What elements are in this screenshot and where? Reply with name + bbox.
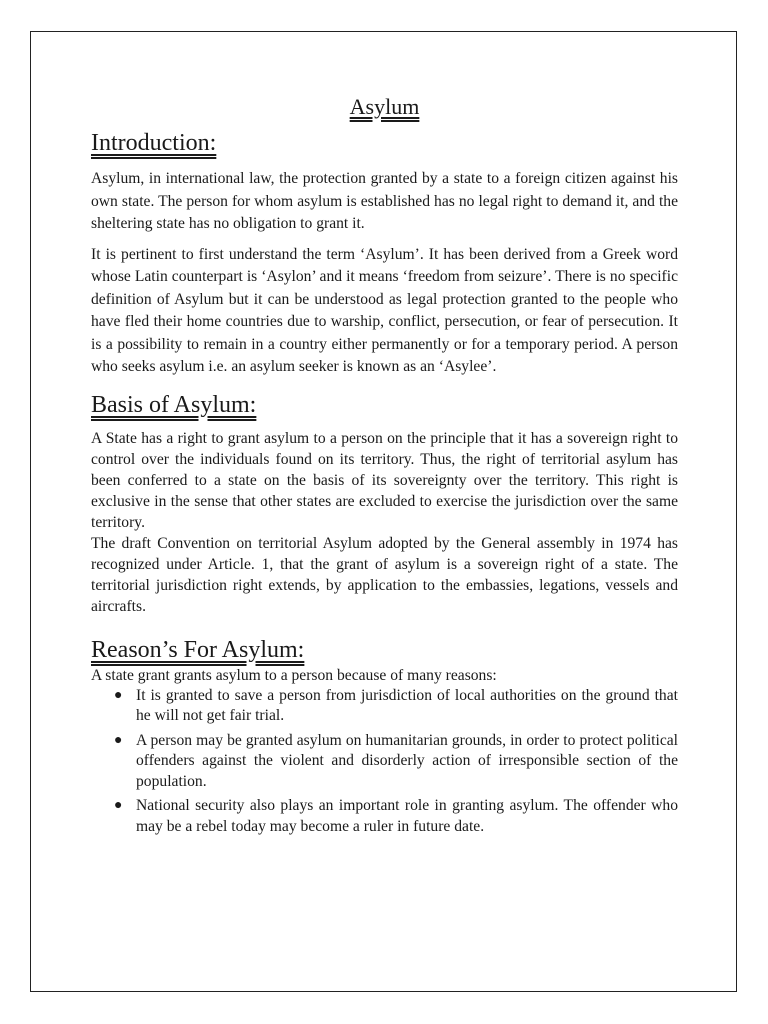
reasons-list — [91, 686, 678, 838]
list-item — [91, 796, 678, 837]
list-item-text: National security also plays an important role in granting asylum. The offender who may be a rebel today may become a ruler in future date. — [136, 797, 678, 835]
document-body — [91, 92, 678, 841]
list-item-text: It is granted to save a person from jurisdiction of local authorities on the ground that he will not get fair trial. — [136, 686, 678, 724]
section-heading-introduction: Introduction: — [91, 130, 217, 156]
intro-paragraph-1: Asylum, in international law, the protection granted by a state to a foreign citizen against his own state. The person for whom asylum is established has no legal right to demand it, and the sheltering state has no obligation to grant it. — [91, 170, 678, 232]
list-item-text: A person may be granted asylum on humanitarian grounds, in order to protect political offenders against the violent and disorderly action of irresponsible section of the population. — [136, 731, 678, 790]
list-item — [91, 731, 678, 793]
section-heading-basis: Basis of Asylum: — [91, 391, 257, 418]
bullet-icon: ● — [114, 687, 123, 703]
document-title: Asylum — [349, 94, 420, 119]
bullet-icon: ● — [114, 798, 123, 813]
basis-paragraph-2: The draft Convention on territorial Asylum adopted by the General assembly in 1974 has recognized under Article. 1, that the grant of asylum is a sovereign right of a state. The territorial jurisdiction right extends, by application to the embassies, legations, vessels and aircrafts. — [91, 534, 678, 615]
bullet-icon: ● — [114, 732, 123, 748]
intro-paragraph-2: It is pertinent to first understand the term ‘Asylum’. It has been derived from a Greek word whose Latin counterpart is ‘Asylon’ and it means ‘freedom from seizure’. There is no specific definition of Asylum but it can be understood as legal protection granted to the people who have fled their home countries due to warship, conflict, persecution, or fear of persecution. It is a possibility to remain in a country either permanently or for a temporary period. A person who seeks asylum i.e. an asylum seeker is known as an ‘Asylee’. — [91, 245, 678, 375]
basis-paragraph-1: A State has a right to grant asylum to a person on the principle that it has a sovereign right to control over the individuals found on its territory. Thus, the right of territorial asylum has been conferred to a state on the basis of its sovereignty over the territory. This right is exclusive in the sense that other states are excluded to exercise the jurisdiction over the same territory. — [91, 429, 678, 531]
list-item — [91, 686, 678, 727]
reasons-intro: A state grant grants asylum to a person because of many reasons: — [91, 666, 497, 684]
section-heading-reasons: Reason’s For Asylum: — [91, 636, 305, 663]
